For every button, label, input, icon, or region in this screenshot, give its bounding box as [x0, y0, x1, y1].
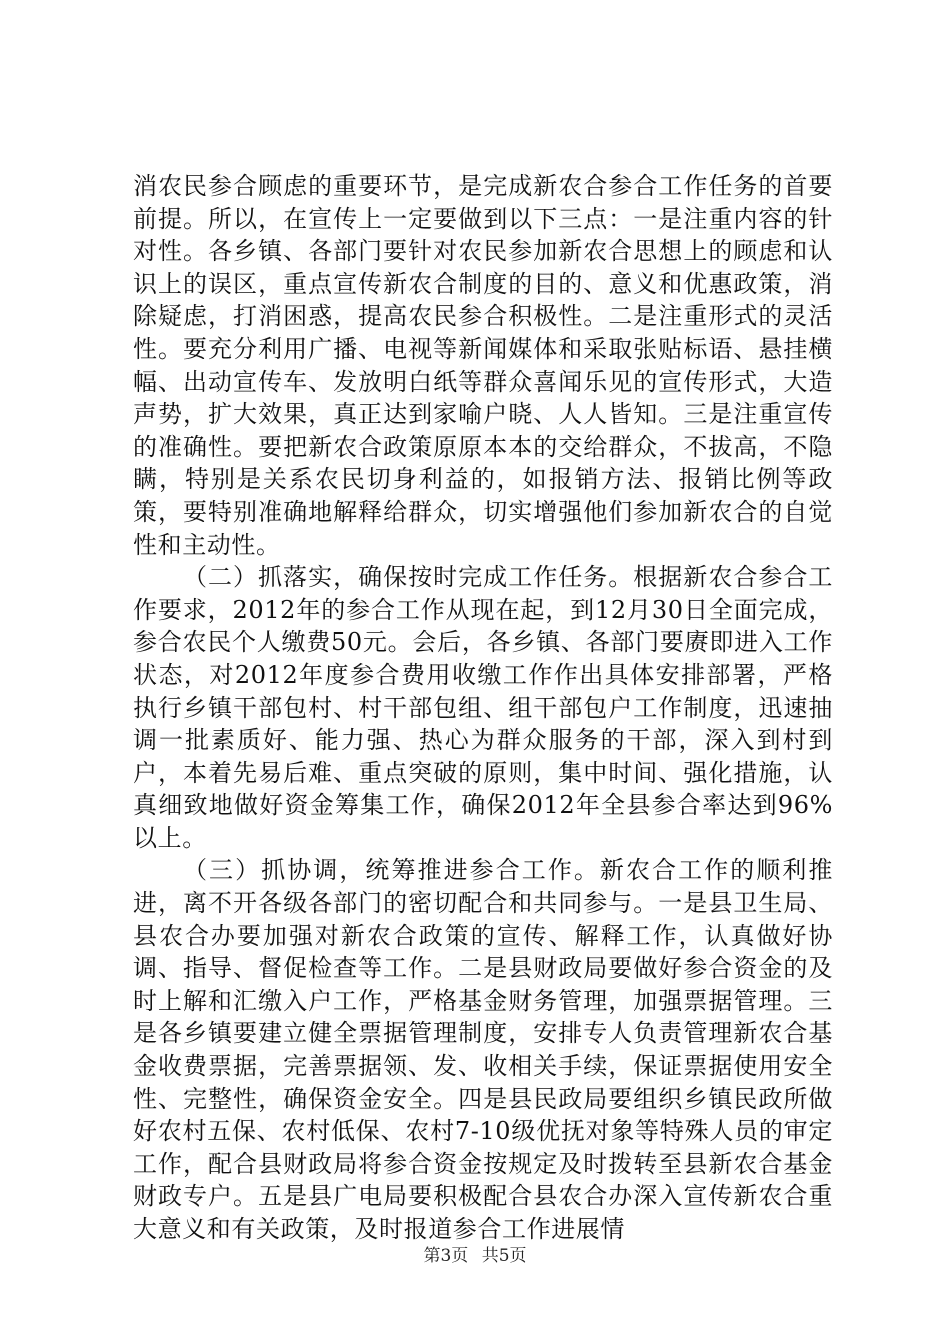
page-number-current: 第3页 — [423, 1246, 469, 1266]
paragraph-continuation: 消农民参合顾虑的重要环节，是完成新农合参合工作任务的首要前提。所以，在宣传上一定要做到以下三点：一是注重内容的针对性。各乡镇、各部门要针对农民参加新农合思想上的顾虑和认识上的误区，重点宣传新农合制度的目的、意义和优惠政策，消除疑虑，打消困惑，提高农民参合积极性。二是注重形式的灵活性。要充分利用广播、电视等新闻媒体和采取张贴标语、悬挂横幅、出动宣传车、发放明白纸等群众喜闻乐见的宣传形式，大造声势，扩大效果，真正达到家喻户晓、人人皆知。三是注重宣传的准确性。要把新农合政策原原本本的交给群众，不拔高，不隐瞒，特别是关系农民切身利益的，如报销方法、报销比例等政策，要特别准确地解释给群众，切实增强他们参加新农合的自觉性和主动性。 — [133, 172, 833, 559]
page-number-total: 共5页 — [481, 1246, 527, 1266]
page-footer — [0, 1245, 950, 1267]
paragraph-section-3: （三）抓协调，统筹推进参合工作。新农合工作的顺利推进，离不开各级各部门的密切配合和共同参与。一是县卫生局、县农合办要加强对新农合政策的宣传、解释工作，认真做好协调、指导、督促检查等工作。二是县财政局要做好参合资金的及时上解和汇缴入户工作，严格基金财务管理，加强票据管理。三是各乡镇要建立健全票据管理制度，安排专人负责管理新农合基金收费票据，完善票据领、发、收相关手续，保证票据使用安全性、完整性，确保资金安全。四是县民政局要组织乡镇民政所做好农村五保、农村低保、农村7-10级优抚对象等特殊人员的审定工作，配合县财政局将参合资金按规定及时拨转至县新农合基金财政专户。五是县广电局要积极配合县农合办深入宣传新农合重大意义和有关政策，及时报道参合工作进展情 — [133, 856, 833, 1243]
paragraph-section-2: （二）抓落实，确保按时完成工作任务。根据新农合参合工作要求，2012年的参合工作从现在起，到12月30日全面完成，参合农民个人缴费50元。会后，各乡镇、各部门要赓即进入工作状态，对2012年度参合费用收缴工作作出具体安排部署，严格执行乡镇干部包村、村干部包组、组干部包户工作制度，迅速抽调一批素质好、能力强、热心为群众服务的干部，深入到村到户，本着先易后难、重点突破的原则，集中时间、强化措施，认真细致地做好资金筹集工作，确保2012年全县参合率达到96%以上。 — [133, 563, 833, 852]
document-body — [133, 170, 833, 1246]
